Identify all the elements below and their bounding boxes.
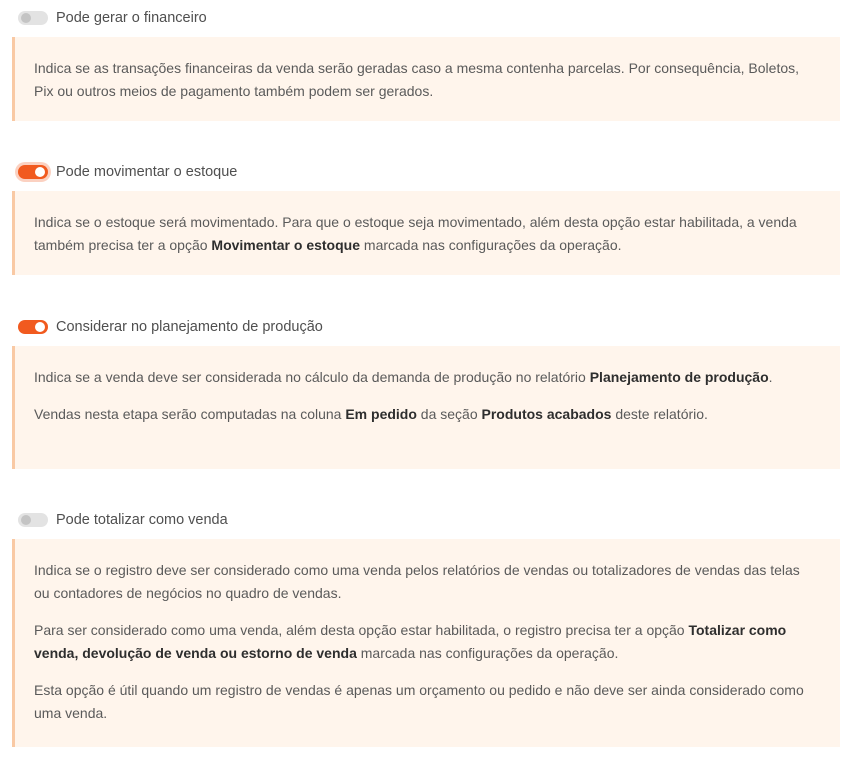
description-paragraph <box>34 211 818 257</box>
description-paragraph <box>34 403 818 426</box>
emphasized-term: Totalizar como venda, devolução de venda ou estorno de venda <box>34 622 787 661</box>
setting-total-as-sale <box>12 509 840 747</box>
setting-description <box>12 37 840 121</box>
emphasized-term: Em pedido <box>345 406 417 422</box>
description-text: Vendas nesta etapa serão computadas na coluna <box>34 406 346 422</box>
toggle-row <box>12 161 840 183</box>
toggle-knob <box>21 13 31 23</box>
description-paragraph <box>34 559 818 605</box>
production-planning-toggle[interactable] <box>18 320 48 334</box>
toggle-row <box>12 7 840 29</box>
description-text: marcada nas configurações da operação. <box>360 237 622 253</box>
setting-label: Pode gerar o financeiro <box>56 10 207 26</box>
description-text: da seção <box>416 406 482 422</box>
setting-label: Pode movimentar o estoque <box>56 164 238 180</box>
description-paragraph <box>34 679 818 725</box>
setting-production-planning <box>12 316 840 469</box>
toggle-row <box>12 509 840 531</box>
toggle-row <box>12 316 840 338</box>
total-as-sale-toggle[interactable] <box>18 513 48 527</box>
emphasized-term: Produtos acabados <box>481 406 612 422</box>
move-stock-toggle[interactable] <box>18 165 48 179</box>
emphasized-term: Planejamento de produção <box>589 369 769 385</box>
generate-financial-toggle[interactable] <box>18 11 48 25</box>
description-text: Esta opção é útil quando um registro de vendas é apenas um orçamento ou pedido e não deve ser ainda considerado como uma venda. <box>34 682 804 721</box>
description-paragraph <box>34 366 818 389</box>
description-text: Indica se o registro deve ser considerado como uma venda pelos relatórios de vendas ou totalizadores de vendas das telas ou contadores de negócios no quadro de vendas. <box>34 562 800 601</box>
toggle-knob <box>35 167 45 177</box>
setting-description <box>12 191 840 275</box>
description-text: Indica se o estoque será movimentado. Para que o estoque seja movimentado, além desta opção estar habilitada, a venda também precisa ter a opção <box>34 214 797 253</box>
setting-label: Pode totalizar como venda <box>56 512 228 528</box>
setting-description <box>12 539 840 747</box>
setting-generate-financial <box>12 7 840 121</box>
setting-label: Considerar no planejamento de produção <box>56 319 323 335</box>
description-text: deste relatório. <box>611 406 708 422</box>
setting-description <box>12 346 840 469</box>
description-text: . <box>768 369 773 385</box>
description-text: Indica se as transações financeiras da venda serão geradas caso a mesma contenha parcelas. Por consequência, Boletos, Pix ou outros meios de pagamento também podem ser gerados. <box>34 60 800 99</box>
toggle-knob <box>21 515 31 525</box>
emphasized-term: Movimentar o estoque <box>211 237 361 253</box>
toggle-knob <box>35 322 45 332</box>
description-paragraph <box>34 619 818 665</box>
description-paragraph <box>34 57 818 103</box>
description-text: marcada nas configurações da operação. <box>356 645 619 661</box>
description-text: Indica se a venda deve ser considerada no cálculo da demanda de produção no relatório <box>34 369 590 385</box>
description-text: Para ser considerado como uma venda, além desta opção estar habilitada, o registro precisa ter a opção <box>34 622 689 638</box>
setting-move-stock <box>12 161 840 275</box>
